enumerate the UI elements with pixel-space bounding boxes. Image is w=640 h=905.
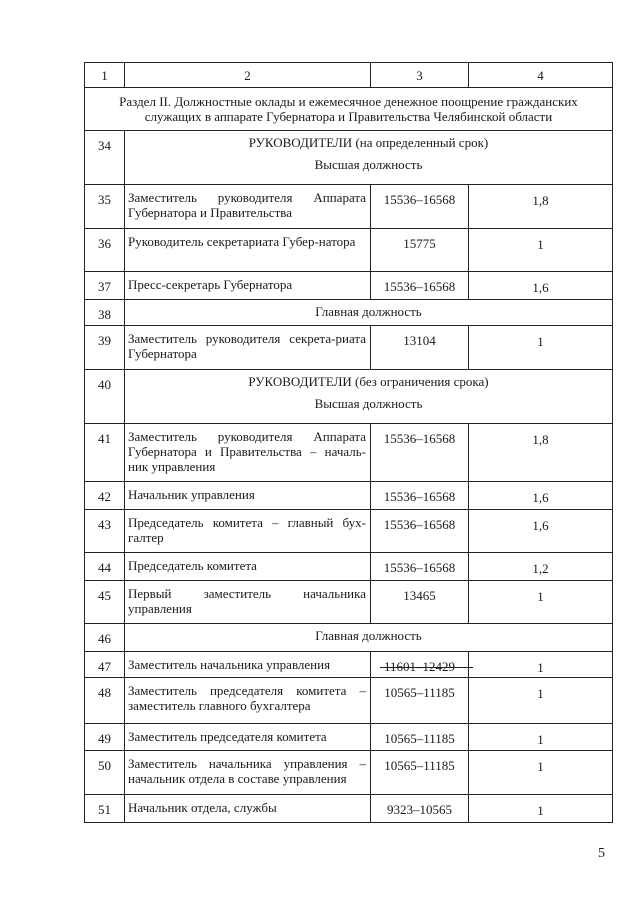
coefficient-cell: 1 [469,652,613,678]
subgroup-title: Главная должность [315,304,422,319]
row-number: 46 [85,624,125,652]
salary-cell: 15536–16568 [371,553,469,581]
coefficient-cell: 1,6 [469,272,613,300]
table-row [85,229,613,272]
position-cell: Председатель комитета – главный бух-галтер [125,510,371,553]
salary-cell: 10565–11185 [371,751,469,795]
row-number: 49 [85,724,125,751]
table-row [85,581,613,624]
row-number: 34 [85,131,125,185]
row-number: 35 [85,185,125,229]
position-cell: Заместитель начальника управления [125,652,371,678]
table-row [85,652,613,678]
salary-table [84,62,613,823]
coefficient-cell: 1 [469,751,613,795]
position-cell: Заместитель руководителя Аппарата Губернатора и Правительства – началь-ник управления [125,424,371,482]
coefficient-cell: 1,8 [469,185,613,229]
position-cell: Начальник отдела, службы [125,795,371,823]
position-cell: Пресс-секретарь Губернатора [125,272,371,300]
salary-cell: 13465 [371,581,469,624]
salary-cell [371,652,469,678]
row-number: 51 [85,795,125,823]
coefficient-cell: 1 [469,724,613,751]
category-cell [125,624,613,652]
table-row [85,370,613,424]
row-number: 47 [85,652,125,678]
header-cell: 4 [469,63,613,88]
coefficient-cell: 1 [469,795,613,823]
row-number: 36 [85,229,125,272]
group-title: РУКОВОДИТЕЛИ (без ограничения срока) [248,374,489,389]
table-row [85,795,613,823]
header-cell: 1 [85,63,125,88]
position-cell: Заместитель руководителя секрета-риата Губернатора [125,326,371,370]
position-cell: Начальник управления [125,482,371,510]
salary-cell: 10565–11185 [371,724,469,751]
category-cell [125,131,613,185]
table-row [85,272,613,300]
row-number: 40 [85,370,125,424]
coefficient-cell: 1,2 [469,553,613,581]
category-cell [125,370,613,424]
struck-salary: 11601–12429 [383,659,456,674]
row-number: 44 [85,553,125,581]
row-number: 38 [85,300,125,326]
position-cell: Заместитель председателя комитета [125,724,371,751]
table-row [85,678,613,724]
table-row [85,553,613,581]
row-number: 48 [85,678,125,724]
table-row [85,482,613,510]
header-cell: 3 [371,63,469,88]
table-row [85,131,613,185]
coefficient-cell: 1 [469,229,613,272]
table-row [85,510,613,553]
table-row [85,624,613,652]
header-row [85,63,613,88]
coefficient-cell: 1 [469,326,613,370]
row-number: 42 [85,482,125,510]
position-cell: Председатель комитета [125,553,371,581]
position-cell: Заместитель руководителя Аппарата Губернатора и Правительства [125,185,371,229]
salary-cell: 15536–16568 [371,510,469,553]
coefficient-cell: 1,6 [469,510,613,553]
row-number: 43 [85,510,125,553]
salary-cell: 9323–10565 [371,795,469,823]
salary-cell: 15536–16568 [371,482,469,510]
coefficient-cell: 1,6 [469,482,613,510]
coefficient-cell: 1 [469,581,613,624]
row-number: 37 [85,272,125,300]
salary-cell: 13104 [371,326,469,370]
salary-cell: 10565–11185 [371,678,469,724]
salary-cell: 15536–16568 [371,272,469,300]
coefficient-cell: 1 [469,678,613,724]
table-row [85,326,613,370]
header-cell: 2 [125,63,371,88]
subgroup-title: Главная должность [315,628,422,643]
row-number: 39 [85,326,125,370]
row-number: 50 [85,751,125,795]
coefficient-cell: 1,8 [469,424,613,482]
position-cell: Первый заместитель начальника управления [125,581,371,624]
table-row [85,300,613,326]
position-cell: Заместитель председателя комитета – заместитель главного бухгалтера [125,678,371,724]
section-title: Раздел II. Должностные оклады и ежемесячное денежное поощрение гражданских служащих в аппарате Губернатора и Правительства Челябинской области [85,88,613,131]
page-number: 5 [598,846,605,861]
row-number: 41 [85,424,125,482]
salary-cell: 15536–16568 [371,185,469,229]
table-row [85,185,613,229]
category-cell [125,300,613,326]
section-row [85,88,613,131]
position-cell: Заместитель начальника управления – начальник отдела в составе управления [125,751,371,795]
group-title: РУКОВОДИТЕЛИ (на определенный срок) [248,135,489,150]
table-row [85,751,613,795]
table-row [85,724,613,751]
salary-cell: 15775 [371,229,469,272]
salary-cell: 15536–16568 [371,424,469,482]
subgroup-title: Высшая должность [314,157,423,172]
position-cell: Руководитель секретариата Губер-натора [125,229,371,272]
subgroup-title: Высшая должность [314,396,423,411]
row-number: 45 [85,581,125,624]
table-row [85,424,613,482]
